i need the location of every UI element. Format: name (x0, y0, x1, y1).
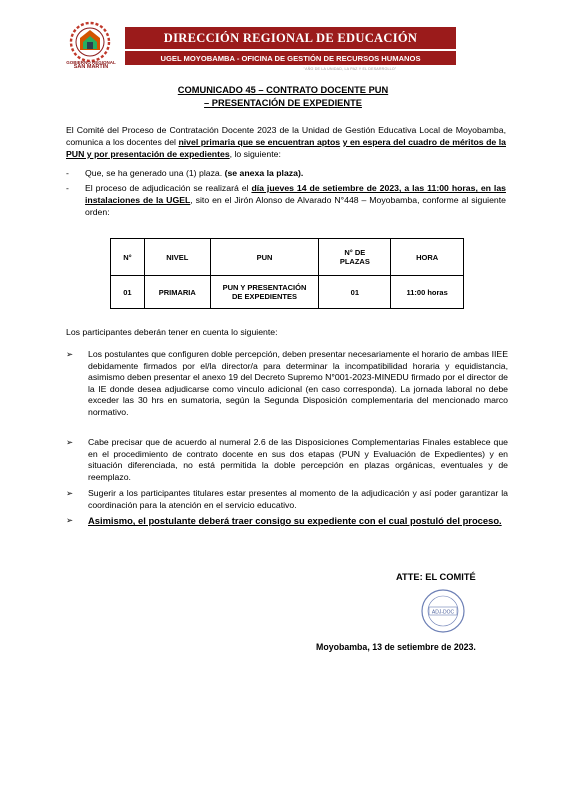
intro-text-2: , lo siguiente: (229, 149, 281, 159)
table-row (111, 276, 464, 309)
stamp-text: ADJ-DOC (431, 609, 455, 616)
header-banner-title: DIRECCIÓN REGIONAL DE EDUCACIÓN (125, 27, 456, 49)
arrow-bullet-icon: ➢ (66, 437, 74, 447)
table-header-cell: PUN (210, 239, 319, 276)
intro-paragraph (66, 124, 506, 160)
list-item-text: Cabe precisar que de acuerdo al numeral 2.6 de las Disposiciones Complementarias Finales establece que en el procedimiento de contrato docente en sus dos etapas (PUN y Evaluación de Expedientes) y en situación diferenciada, no está permitida la doble percepción en plazas orgánicas, eventuales y de reemplazo. (88, 437, 508, 482)
dash-item-text: El proceso de adjudicación se realizará el (85, 183, 252, 193)
table-header-row (111, 239, 464, 276)
dash-item (66, 182, 506, 218)
table-cell: 01 (111, 276, 145, 309)
logo-caption (58, 60, 124, 70)
table-cell: PUN Y PRESENTACIÓN DE EXPEDIENTES (210, 276, 319, 309)
table-cell: 01 (319, 276, 391, 309)
list-item-text: Sugerir a los participantes titulares estar presentes al momento de la adjudicación y así poder garantizar la coordinación para la atención en el servicio educativo. (88, 488, 508, 510)
arrow-bullet-icon: ➢ (66, 515, 74, 525)
list-item-emphasis (66, 514, 508, 527)
list-item (66, 349, 508, 419)
official-stamp (420, 588, 466, 634)
list-item (66, 488, 508, 511)
table-cell: PRIMARIA (144, 276, 210, 309)
vacancy-table (110, 238, 464, 309)
intro-emphasis-2: y en espera del cuadro de méritos de la PUN y por presentación de expedientes (66, 137, 506, 159)
dash-item-emphasis: día jueves 14 de setiembre de 2023, a las 11:00 horas, en las instalaciones de la UGEL (85, 183, 506, 205)
arrow-bullet-icon: ➢ (66, 488, 74, 498)
dash-item-text-2: , sito en el Jirón Alonso de Alvarado N°448 – Moyobamba, conforme al siguiente orden: (85, 195, 506, 217)
list-item-text: Asimismo, el postulante deberá traer consigo su expediente con el cual postuló del proceso. (88, 515, 502, 526)
header-motto: "AÑO DE LA UNIDAD, LA PAZ Y EL DESARROLLO" (303, 67, 397, 71)
table-cell: 11:00 horas (391, 276, 464, 309)
table-header-cell: N° (111, 239, 145, 276)
document-title-line2: – PRESENTACIÓN DE EXPEDIENTE (204, 98, 362, 108)
dash-mark: - (66, 183, 69, 193)
arrow-bullet-icon: ➢ (66, 349, 74, 359)
table-header-cell: NIVEL (144, 239, 210, 276)
dash-mark: - (66, 168, 69, 178)
logo-caption-line2: SAN MARTÍN (73, 64, 109, 70)
dash-item-text: Que, se ha generado una (1) plaza. (85, 168, 225, 178)
document-title (66, 84, 500, 110)
list-item (66, 437, 508, 483)
intro-emphasis-1: nivel primaria que se encuentran aptos (178, 137, 341, 147)
dash-item-emphasis: (se anexa la plaza). (224, 168, 304, 178)
logo-caption-line1: GOBIERNO REGIONAL (66, 60, 116, 65)
participants-intro: Los participantes deberán tener en cuenta lo siguiente: (66, 327, 278, 337)
list-item-text: Los postulantes que configuren doble percepción, deben presentar necesariamente el horario de ambas IIEE debidamente firmados por el/la director/a para determinar la incompatibilidad horaria y equidistancia, asimismo deben presentar el anexo 19 del Decreto Supremo N°001-2023-MINEDU firmado por el director de la IE donde desea adjudicarse como vinculo adicional (en caso corresponda). La jornada laboral no debe exceder las 30 hrs en sumatoria, según la Segunda Disposición complementaria del mencionado marco normativo. (88, 349, 508, 417)
document-title-line1: COMUNICADO 45 – CONTRATO DOCENTE PUN (177, 85, 389, 95)
signature-committee: ATTE: EL COMITÉ (396, 572, 476, 582)
table-header-cell: HORA (391, 239, 464, 276)
intro-text-1: El Comité del Proceso de Contratación Docente 2023 de la Unidad de Gestión Educativa Local de Moyobamba, comunica a los docentes del (66, 125, 506, 147)
document-date: Moyobamba, 13 de setiembre de 2023. (316, 642, 476, 652)
table-header-cell: N° DE PLAZAS (319, 239, 391, 276)
dash-item (66, 167, 506, 179)
header-banner-subtitle: UGEL MOYOBAMBA - OFICINA DE GESTIÓN DE RECURSOS HUMANOS (125, 51, 456, 65)
